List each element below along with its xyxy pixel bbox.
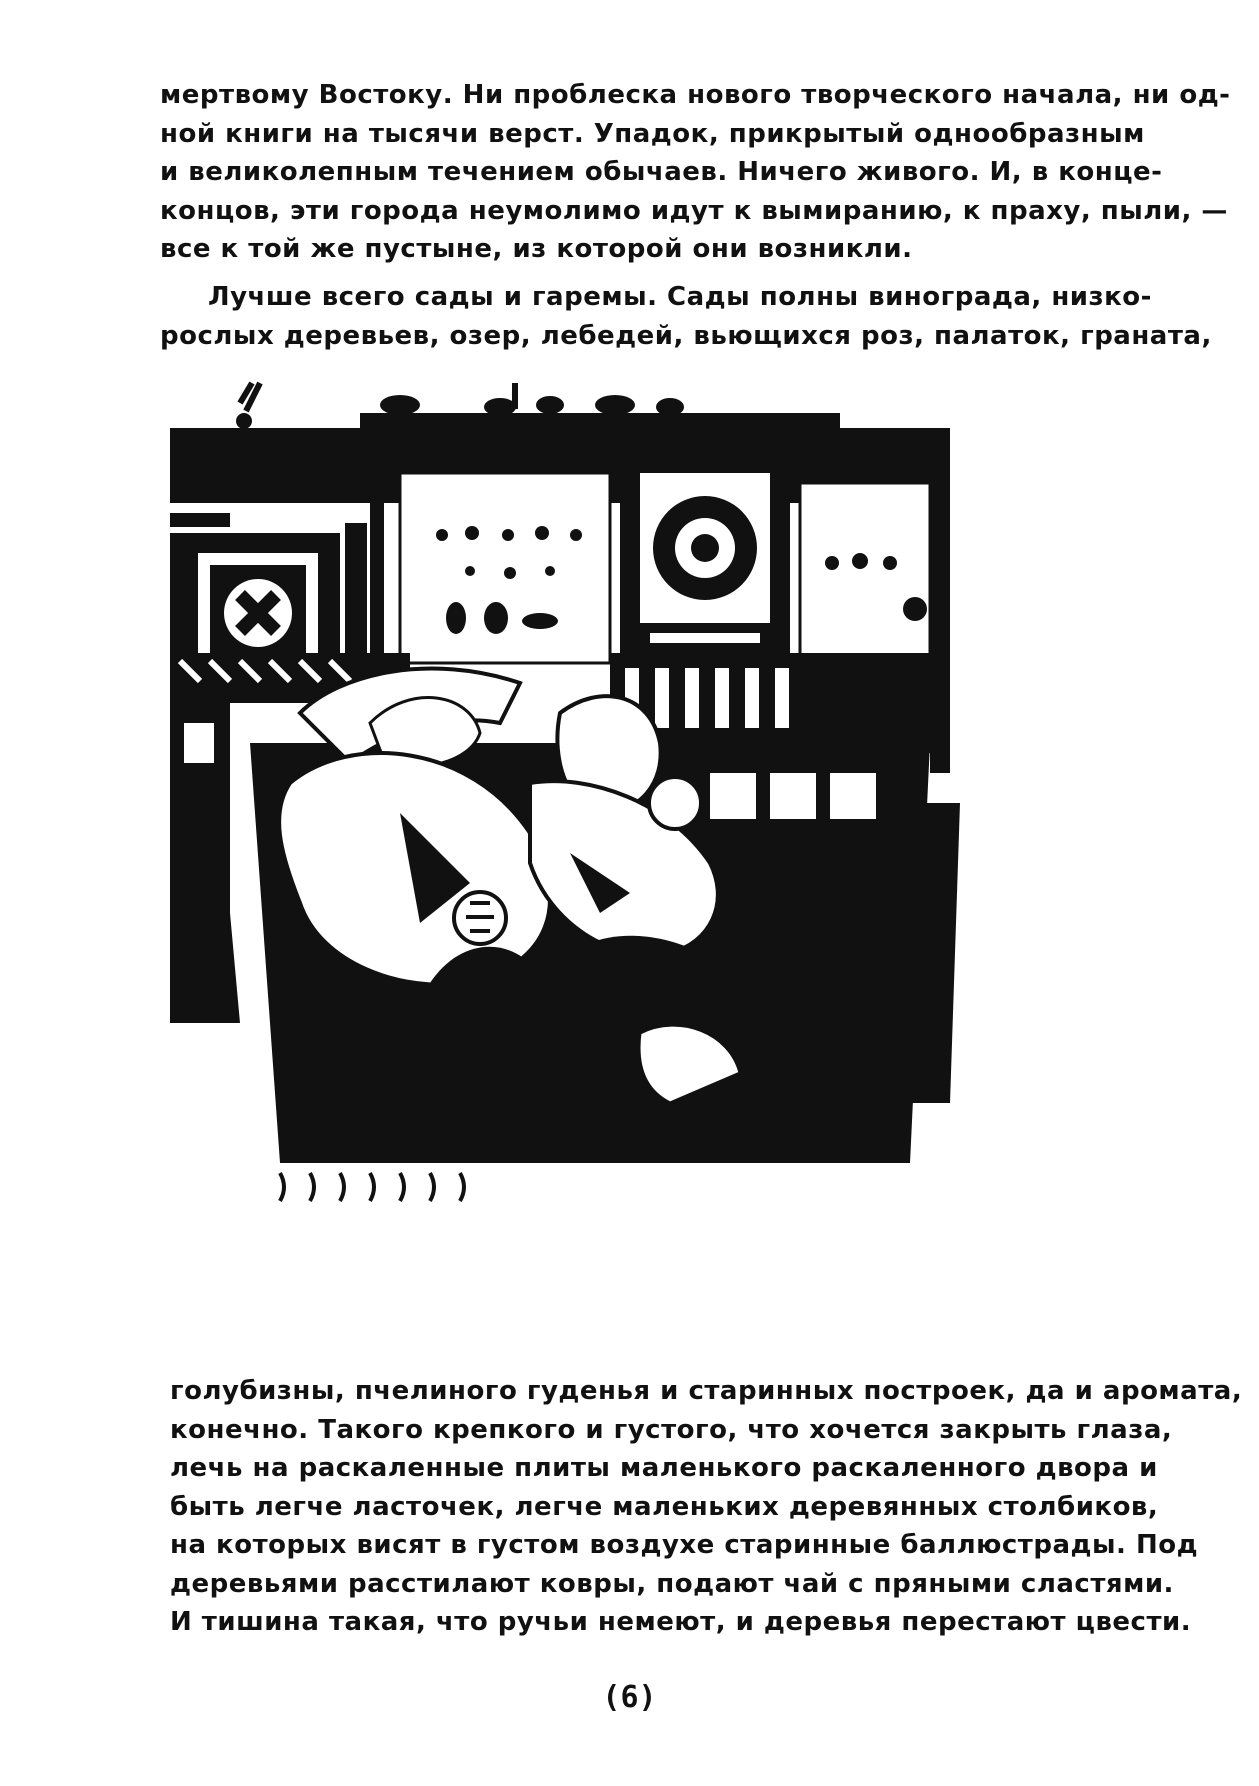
text-line: конечно. Такого крепкого и густого, что хочется закрыть глаза, xyxy=(170,1414,1173,1445)
paragraph-3 xyxy=(170,1372,1243,1642)
text-line: И тишина такая, что ручьи немеют, и деревья перестают цвести. xyxy=(170,1607,1192,1637)
text-line: и великолепным течением обычаев. Ничего живого. И, в конце- xyxy=(160,157,1163,187)
text-line: деревьями расстилают ковры, подают чай с пряными сластями. xyxy=(170,1568,1174,1599)
text-line: голубизны, пчелиного гуденья и старинных построек, да и аромата, xyxy=(170,1376,1243,1406)
text-line: лечь на раскаленные плиты маленького раскаленного двора и xyxy=(170,1453,1158,1483)
paragraph-1 xyxy=(160,76,1231,269)
paragraph-2 xyxy=(160,278,1212,355)
text-line: ной книги на тысячи верст. Упадок, прикрытый однообразным xyxy=(160,118,1145,149)
text-line: мертвому Востоку. Ни проблеска нового творческого начала, ни од- xyxy=(160,80,1231,110)
text-line: все к той же пустыне, из которой они возникли. xyxy=(160,234,913,264)
harem-illustration xyxy=(170,383,1110,1333)
text-line: рослых деревьев, озер, лебедей, вьющихся роз, палаток, граната, xyxy=(160,320,1212,351)
text-line: на которых висят в густом воздухе старинные баллюстрады. Под xyxy=(170,1530,1199,1560)
text-line: концов, эти города неумолимо идут к вымиранию, к праху, пыли, — xyxy=(160,195,1228,226)
text-line: Лучше всего сады и гаремы. Сады полны винограда, низко- xyxy=(208,282,1152,312)
page-number: (6) xyxy=(602,1680,657,1715)
text-line: быть легче ласточек, легче маленьких деревянных столбиков, xyxy=(170,1491,1159,1522)
